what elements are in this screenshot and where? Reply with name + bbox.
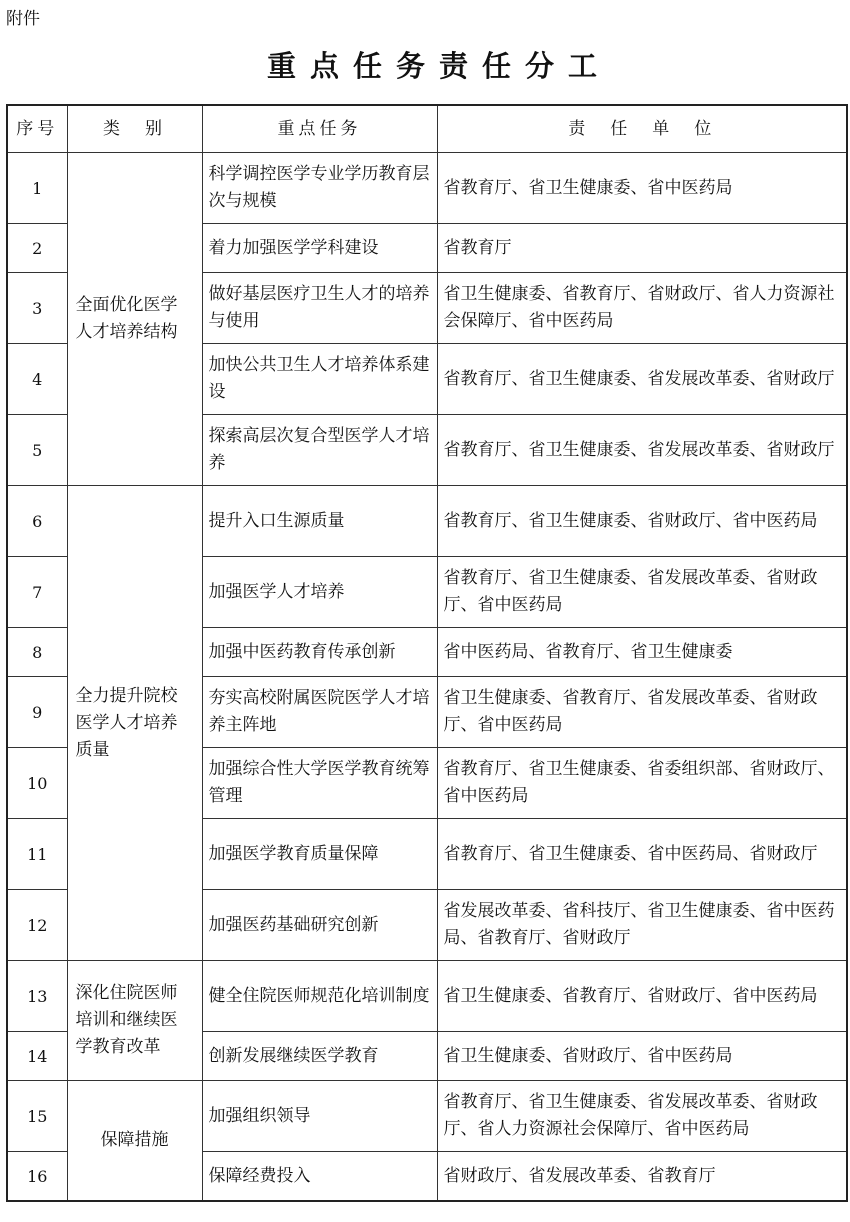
task-cell: 着力加强医学学科建设 [202,224,437,273]
task-cell: 提升入口生源质量 [202,486,437,557]
task-cell: 加强医药基础研究创新 [202,890,437,961]
units-cell: 省卫生健康委、省财政厅、省中医药局 [437,1032,847,1081]
task-cell: 加快公共卫生人才培养体系建设 [202,344,437,415]
row-number: 6 [7,486,67,557]
document-title: 重点任务责任分工 [266,49,611,83]
units-cell: 省教育厅、省卫生健康委、省发展改革委、省财政厅、省中医药局 [437,557,847,628]
task-cell: 加强组织领导 [202,1081,437,1152]
row-number: 4 [7,344,67,415]
row-number: 11 [7,819,67,890]
row-number: 9 [7,677,67,748]
row-number: 14 [7,1032,67,1081]
task-cell: 科学调控医学专业学历教育层次与规模 [202,153,437,224]
task-cell: 保障经费投入 [202,1152,437,1202]
task-cell: 创新发展继续医学教育 [202,1032,437,1081]
task-cell: 探索高层次复合型医学人才培养 [202,415,437,486]
row-number: 16 [7,1152,67,1202]
units-cell: 省中医药局、省教育厅、省卫生健康委 [437,628,847,677]
header-serial-number: 序号 [7,105,67,153]
row-number: 10 [7,748,67,819]
units-cell: 省卫生健康委、省教育厅、省发展改革委、省财政厅、省中医药局 [437,677,847,748]
row-number: 7 [7,557,67,628]
units-cell: 省财政厅、省发展改革委、省教育厅 [437,1152,847,1202]
units-cell: 省发展改革委、省科技厅、省卫生健康委、省中医药局、省教育厅、省财政厅 [437,890,847,961]
category-cell: 全力提升院校医学人才培养质量 [67,486,202,961]
units-cell: 省卫生健康委、省教育厅、省财政厅、省中医药局 [437,961,847,1032]
units-cell: 省教育厅、省卫生健康委、省委组织部、省财政厅、省中医药局 [437,748,847,819]
task-cell: 加强综合性大学医学教育统筹管理 [202,748,437,819]
table-header-row [7,105,847,153]
units-cell: 省教育厅、省卫生健康委、省发展改革委、省财政厅、省人力资源社会保障厅、省中医药局 [437,1081,847,1152]
row-number: 3 [7,273,67,344]
task-cell: 加强中医药教育传承创新 [202,628,437,677]
units-cell: 省教育厅、省卫生健康委、省发展改革委、省财政厅 [437,415,847,486]
table-row [7,1081,847,1152]
table-row [7,961,847,1032]
header-key-task: 重点任务 [202,105,437,153]
row-number: 2 [7,224,67,273]
category-cell: 保障措施 [67,1081,202,1202]
units-cell: 省教育厅、省卫生健康委、省财政厅、省中医药局 [437,486,847,557]
table-row [7,153,847,224]
row-number: 15 [7,1081,67,1152]
task-cell: 加强医学教育质量保障 [202,819,437,890]
units-cell: 省卫生健康委、省教育厅、省财政厅、省人力资源社会保障厅、省中医药局 [437,273,847,344]
task-cell: 夯实高校附属医院医学人才培养主阵地 [202,677,437,748]
row-number: 8 [7,628,67,677]
units-cell: 省教育厅 [437,224,847,273]
header-category: 类 别 [67,105,202,153]
task-cell: 做好基层医疗卫生人才的培养与使用 [202,273,437,344]
category-cell: 全面优化医学人才培养结构 [67,153,202,486]
row-number: 5 [7,415,67,486]
attachment-label: 附件 [6,9,40,29]
row-number: 12 [7,890,67,961]
task-cell: 加强医学人才培养 [202,557,437,628]
table-row [7,486,847,557]
units-cell: 省教育厅、省卫生健康委、省中医药局、省财政厅 [437,819,847,890]
row-number: 1 [7,153,67,224]
units-cell: 省教育厅、省卫生健康委、省发展改革委、省财政厅 [437,344,847,415]
row-number: 13 [7,961,67,1032]
header-responsible-units: 责 任 单 位 [437,105,847,153]
task-cell: 健全住院医师规范化培训制度 [202,961,437,1032]
category-cell: 深化住院医师培训和继续医学教育改革 [67,961,202,1081]
units-cell: 省教育厅、省卫生健康委、省中医药局 [437,153,847,224]
responsibility-table [6,104,848,1202]
